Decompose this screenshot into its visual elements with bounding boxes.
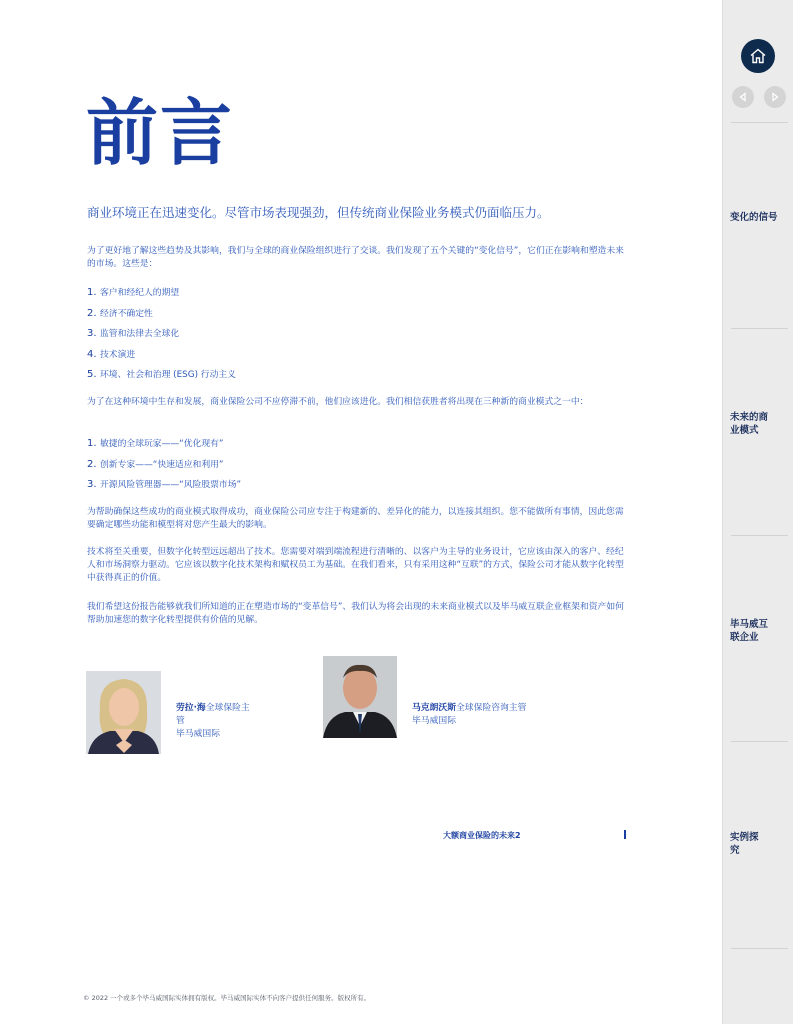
list-text: 客户和经纪人的期望	[100, 288, 180, 298]
list-number: 2.	[87, 458, 97, 470]
list-item	[87, 286, 236, 307]
list-text: 环境、社会和治理 (ESG) 行动主义	[100, 370, 236, 380]
page-divider	[624, 830, 626, 839]
list-item	[87, 437, 241, 458]
author-name: 劳拉·海	[176, 703, 206, 713]
list-number: 1.	[87, 287, 97, 298]
sidebar-divider	[731, 122, 788, 123]
list-text: 创新专家——“快速适应和利用”	[100, 459, 224, 470]
list-item	[87, 458, 241, 479]
list-number: 5.	[87, 369, 97, 380]
next-page-button[interactable]	[764, 86, 786, 108]
section-sidebar	[722, 0, 793, 1024]
list-number: 3.	[87, 479, 97, 490]
author-caption	[176, 702, 256, 741]
author-caption	[412, 702, 537, 728]
models-intro-paragraph: 为了在这种环境中生存和发展，商业保险公司不应停滞不前，他们应该进化。我们相信获胜者将出现在三种新的商业模式之一中：	[87, 397, 589, 407]
sidebar-divider	[731, 535, 788, 536]
list-text: 经济不确定性	[100, 308, 153, 319]
list-item	[87, 368, 236, 389]
author-photo	[323, 656, 397, 738]
list-number: 4.	[87, 348, 97, 360]
sidebar-divider	[731, 328, 788, 329]
sidebar-item-signals-of-change[interactable]: 变化的信号	[730, 212, 778, 223]
author-photo	[86, 671, 161, 754]
signals-list	[87, 286, 236, 389]
list-text: 技术演进	[100, 349, 136, 360]
list-item	[87, 478, 241, 499]
author-org: 毕马威国际	[176, 729, 220, 739]
publication-title: 大额商业保险的未来2	[443, 831, 521, 840]
capabilities-paragraph: 为帮助确保这些成功的商业模式取得成功，商业保险公司应专注于构建新的、差异化的能力，以连接其组织。您不能做所有事情，因此您需要确定哪些功能和模型将对您产生最大的影响。	[87, 507, 624, 530]
author-org: 毕马威国际	[412, 716, 456, 726]
lead-paragraph: 商业环境正在迅速变化。尽管市场表现强劲，但传统商业保险业务模式仍面临压力。	[87, 205, 550, 220]
list-number: 1.	[87, 438, 97, 449]
list-number: 2.	[87, 307, 97, 319]
sidebar-item-kpmg-connected-enterprise[interactable]: 毕马威互联企业	[730, 619, 769, 643]
intro-paragraph: 为了更好地了解这些趋势及其影响，我们与全球的商业保险组织进行了交谈。我们发现了五个关键的“变化信号”，它们正在影响和塑造未来的市场。这些是：	[87, 246, 624, 269]
list-number: 3.	[87, 328, 97, 339]
models-list	[87, 437, 241, 499]
technology-paragraph: 技术将至关重要，但数字化转型远远超出了技术。您需要对端到端流程进行清晰的、以客户为主导的业务设计，它应该由深入的客户、经纪人和市场洞察力驱动。它应该以数字化技术架构和赋权员工为基础。在我们看来，只有采用这种“互联”的方式，保险公司才能从数字化转型中获得真正的价值。	[87, 547, 624, 583]
sidebar-divider	[731, 948, 788, 949]
author-name: 马克朗沃斯	[412, 703, 456, 713]
list-text: 敏捷的全球玩家——“优化现有”	[100, 439, 224, 449]
list-item	[87, 327, 236, 348]
home-button[interactable]	[741, 39, 775, 73]
author-role: 全球保险咨询主管	[456, 703, 527, 713]
previous-page-button[interactable]	[732, 86, 754, 108]
list-text: 开源风险管理器——“风险股票市场”	[100, 480, 242, 490]
sidebar-divider	[731, 741, 788, 742]
copyright-notice: © 2022 一个或多个毕马威国际实体拥有版权。毕马威国际实体不向客户提供任何服务。版权所有。	[83, 994, 371, 1002]
list-item	[87, 307, 236, 328]
home-icon	[749, 47, 767, 65]
author-role: 全球保险主管	[176, 703, 250, 726]
page-title: 前言	[86, 90, 235, 175]
triangle-left-icon	[738, 92, 748, 102]
list-text: 监管和法律去全球化	[100, 329, 180, 339]
list-item	[87, 348, 236, 369]
report-hope-paragraph: 我们希望这份报告能够就我们所知道的正在塑造市场的“变革信号”、我们认为将会出现的未来商业模式以及毕马威互联企业框架和资产如何帮助加速您的数字化转型提供有价值的见解。	[87, 602, 624, 625]
sidebar-item-case-studies[interactable]: 实例探究	[730, 832, 759, 856]
sidebar-item-future-business-models[interactable]: 未来的商业模式	[730, 412, 769, 436]
triangle-right-icon	[770, 92, 780, 102]
